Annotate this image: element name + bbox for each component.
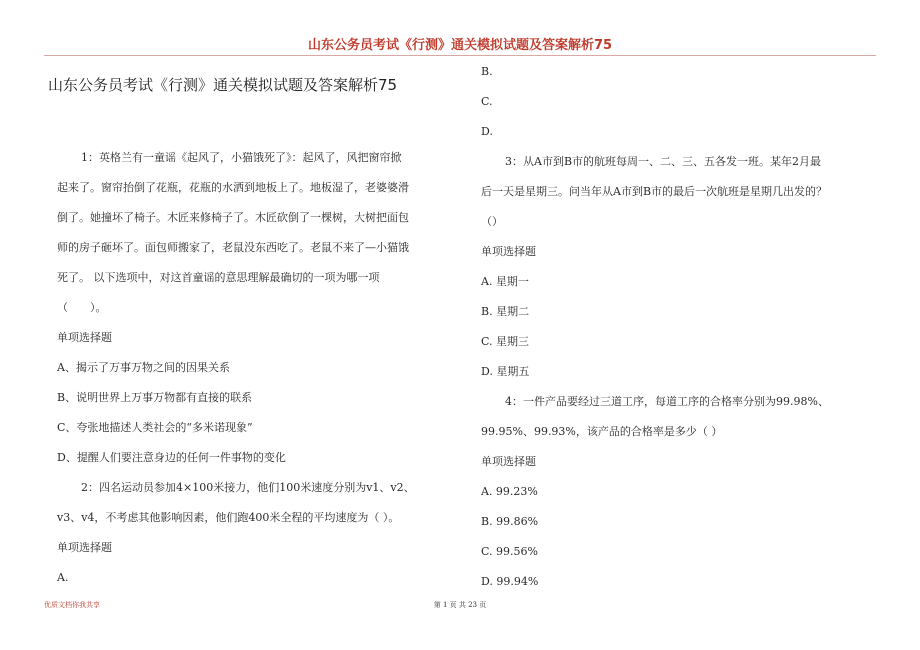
q1-line: 死了。 以下选项中，对这首童谣的意思理解最确切的一项为哪一项 <box>57 271 380 284</box>
q2-option-b: B. <box>481 65 493 78</box>
q1-option-a: A、揭示了万事万物之间的因果关系 <box>57 361 230 374</box>
q1-line: 起来了。窗帘抬倒了花瓶，花瓶的水洒到地板上了。地板湿了，老婆婆滑 <box>57 181 409 194</box>
q3-option-c: C. 星期三 <box>481 335 530 348</box>
q1-line: （ ）。 <box>57 301 107 314</box>
question-type: 单项选择题 <box>481 245 536 258</box>
page-number: 第 1 页 共 23 页 <box>433 601 487 609</box>
q1-option-d: D、提醒人们要注意身边的任何一件事物的变化 <box>57 451 286 464</box>
q4-option-d: D. 99.94% <box>481 575 539 588</box>
q3-line: 3：从A市到B市的航班每周一、二、三、五各发一班。某年2月最 <box>505 155 822 168</box>
page-header: 山东公务员考试《行测》通关模拟试题及答案解析75 <box>307 38 613 53</box>
q1-option-b: B、说明世界上万事万物都有直接的联系 <box>57 391 253 404</box>
document-title: 山东公务员考试《行测》通关模拟试题及答案解析75 <box>48 76 398 94</box>
q1-line: 师的房子砸坏了。面包师搬家了，老鼠没东西吃了。老鼠不来了—小猫饿 <box>57 241 409 254</box>
header-divider <box>44 55 876 56</box>
q2-line: 2：四名运动员参加4×100米接力，他们100米速度分别为v1、v2、 <box>81 481 415 494</box>
q1-option-c: C、夸张地描述人类社会的“多米诺现象” <box>57 421 253 434</box>
right-column <box>481 57 886 597</box>
question-type: 单项选择题 <box>57 331 112 344</box>
q3-line: （） <box>481 215 503 228</box>
q4-option-b: B. 99.86% <box>481 515 539 528</box>
question-type: 单项选择题 <box>481 455 536 468</box>
q2-option-a: A. <box>57 571 69 584</box>
q4-option-a: A. 99.23% <box>481 485 538 498</box>
q3-line: 后一天是星期三。问当年从A市到B市的最后一次航班是星期几出发的？ <box>481 185 828 198</box>
q2-option-d: D. <box>481 125 493 138</box>
q4-line: 99.95%、99.93%，该产品的合格率是多少（ ） <box>481 425 723 438</box>
footer-slogan: 优质文档你我共享 <box>44 601 100 609</box>
q4-option-c: C. 99.56% <box>481 545 538 558</box>
q1-line: 倒了。她撞坏了椅子。木匠来修椅子了。木匠砍倒了一棵树，大树把面包 <box>57 211 409 224</box>
question-type: 单项选择题 <box>57 541 112 554</box>
q2-option-c: C. <box>481 95 493 108</box>
q3-option-b: B. 星期二 <box>481 305 530 318</box>
q3-option-d: D. 星期五 <box>481 365 530 378</box>
left-column <box>57 143 462 593</box>
q2-line: v3、v4，不考虑其他影响因素，他们跑400米全程的平均速度为（ ）。 <box>57 511 400 524</box>
q1-line: 1：英格兰有一童谣《起风了，小猫饿死了》：起风了，风把窗帘掀 <box>81 151 402 164</box>
q3-option-a: A. 星期一 <box>481 275 529 288</box>
q4-line: 4：一件产品要经过三道工序，每道工序的合格率分别为99.98%、 <box>505 395 829 408</box>
